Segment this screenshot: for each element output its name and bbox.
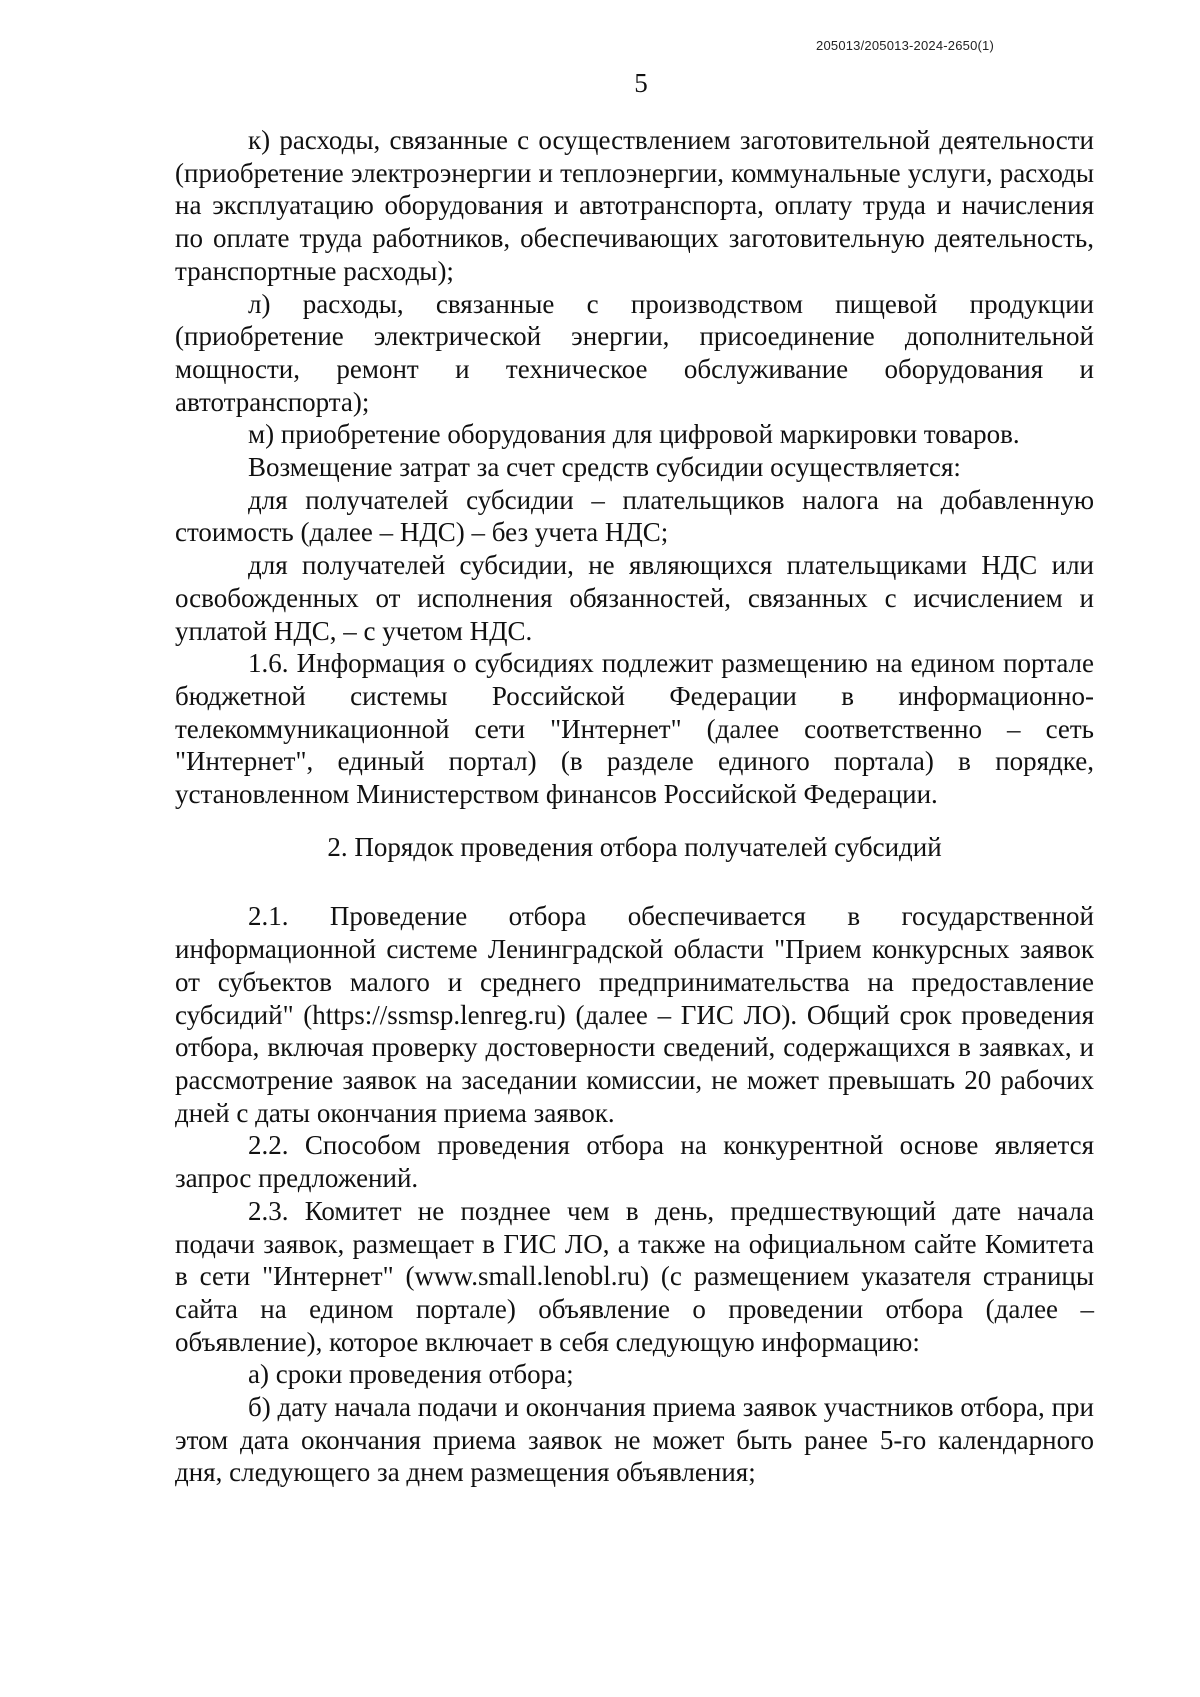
paragraph-vat-payers: для получателей субсидии – плательщиков налога на добавленную стоимость (далее – НДС) – без учета НДС; [175,484,1094,548]
page-number: 5 [634,68,648,98]
paragraph-b: б) дату начала подачи и окончания приема заявок участников отбора, при этом дата окончания приема заявок не может быть ранее 5-го календарного дня, следующего за днем размещения объявления; [175,1392,1094,1488]
paragraph-reimbursement: Возмещение затрат за счет средств субсидии осуществляется: [248,452,961,483]
paragraph-2-1: 2.1. Проведение отбора обеспечивается в государственной информационной системе Ленинградской области "Прием конкурсных заявок от субъектов малого и среднего предпринимательства на предоставление субсидий" (https://ssmsp.lenreg.ru) (далее – ГИС ЛО). Общий срок проведения отбора, включая проверку достоверности сведений, содержащихся в заявках, и рассмотрение заявок на заседании комиссии, не может превышать 20 рабочих дней с даты окончания приема заявок. [175,901,1094,1128]
paragraph-1-6: 1.6. Информация о субсидиях подлежит размещению на едином портале бюджетной системы Российской Федерации в информационно-телекоммуникационной сети "Интернет" (далее соответственно – сеть "Интернет", единый портал) (в разделе единого портала) в порядке, установленном Министерством финансов Российской Федерации. [175,648,1094,810]
document-body [175,124,1094,1489]
paragraph-a: а) сроки проведения отбора; [248,1359,574,1390]
paragraph-m: м) приобретение оборудования для цифровой маркировки товаров. [248,419,1020,450]
paragraph-l: л) расходы, связанные с производством пищевой продукции (приобретение электрической энергии, присоединение дополнительной мощности, ремонт и техническое обслуживание оборудования и автотранспорта); [175,288,1094,417]
paragraph-non-vat-payers: для получателей субсидии, не являющихся плательщиками НДС или освобожденных от исполнения обязанностей, связанных с исчислением и уплатой НДС, – с учетом НДС. [175,550,1094,646]
paragraph-k: к) расходы, связанные с осуществлением заготовительной деятельности (приобретение электроэнергии и теплоэнергии, коммунальные услуги, расходы на эксплуатацию оборудования и автотранспорта, оплату труда и начисления по оплате труда работников, обеспечивающих заготовительную деятельность, транспортные расходы); [175,125,1094,286]
document-id: 205013/205013-2024-2650(1) [816,38,994,53]
paragraph-2-3: 2.3. Комитет не позднее чем в день, предшествующий дате начала подачи заявок, размещает в ГИС ЛО, а также на официальном сайте Комитета в сети "Интернет" (www.small.lenobl.ru) (с размещением указателя страницы сайта на едином портале) объявление о проведении отбора (далее – объявление), которое включает в себя следующую информацию: [175,1195,1094,1357]
section-heading: 2. Порядок проведения отбора получателей субсидий [327,831,942,862]
paragraph-2-2: 2.2. Способом проведения отбора на конкурентной основе является запрос предложений. [175,1130,1094,1194]
